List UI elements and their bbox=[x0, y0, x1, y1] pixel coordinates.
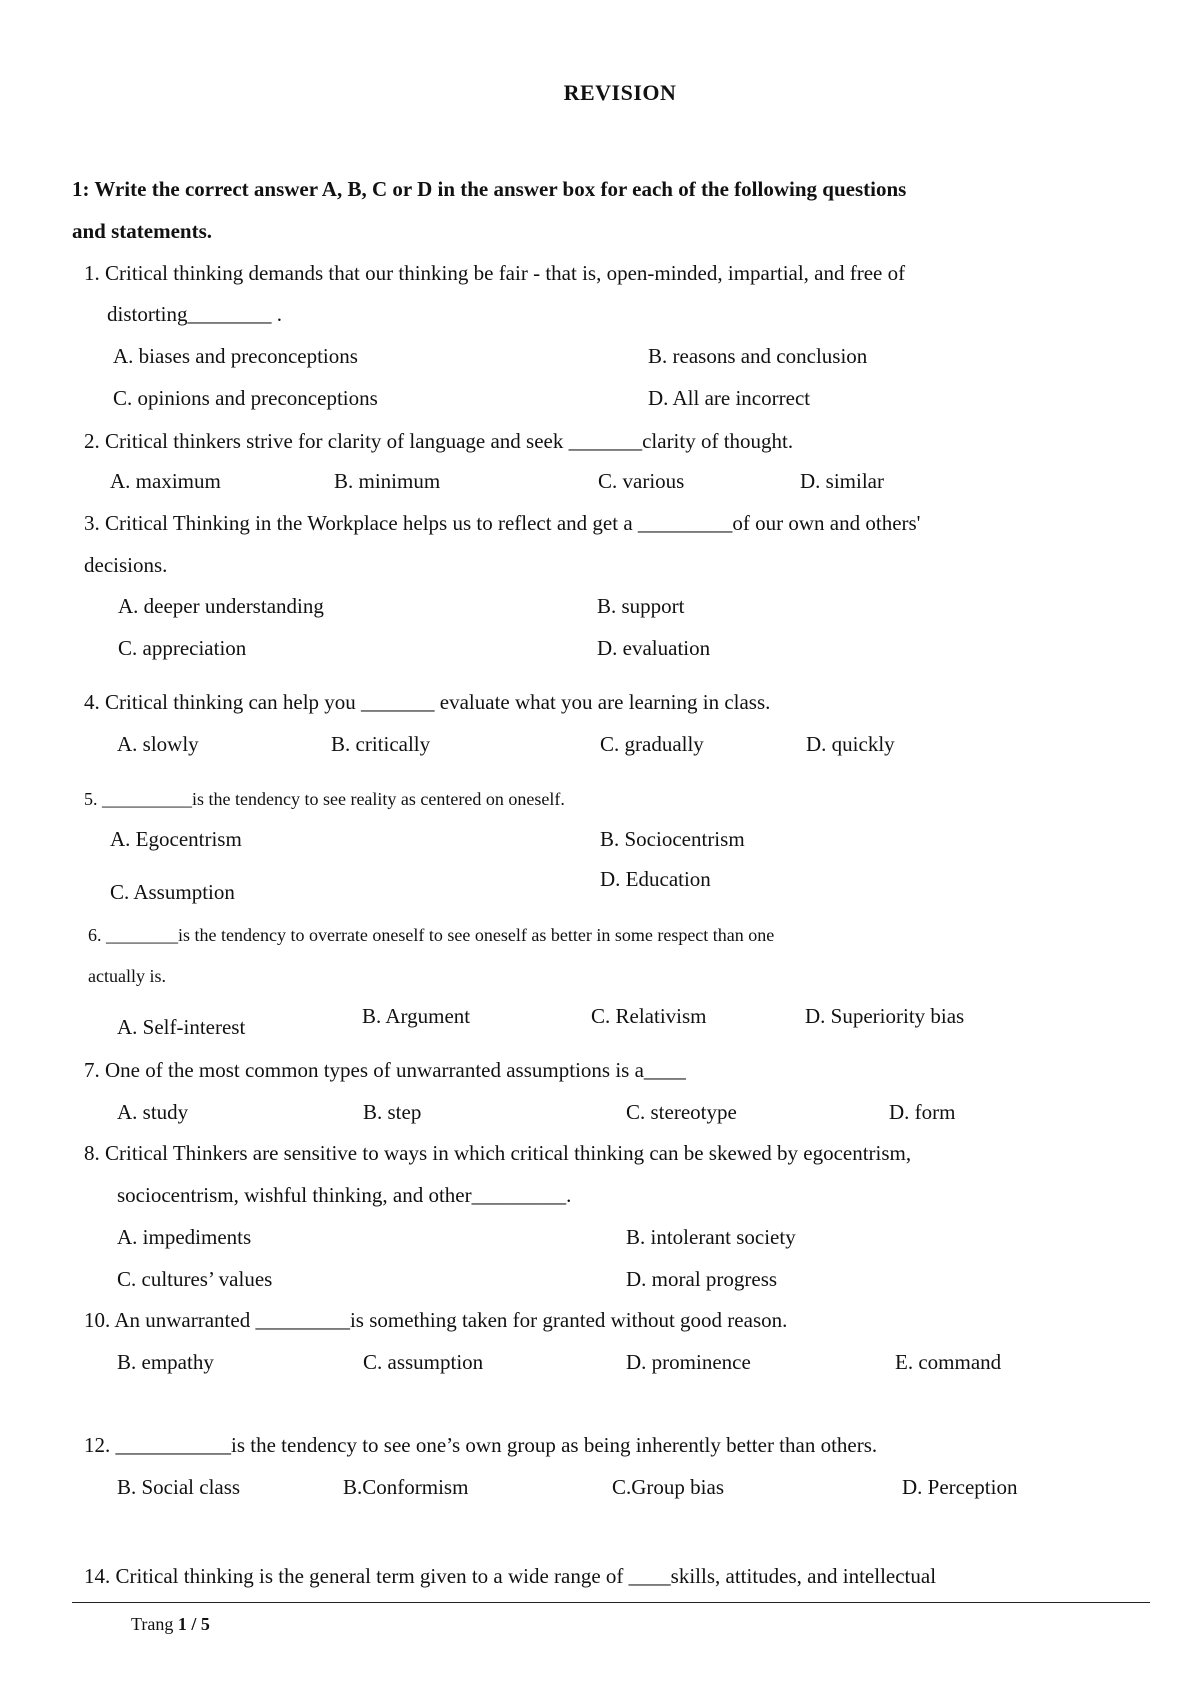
footer-divider bbox=[72, 1602, 1150, 1603]
question-2-option-b: B. minimum bbox=[334, 469, 441, 493]
question-10-text: 10. An unwarranted _________is something taken for granted without good reason. bbox=[84, 1308, 788, 1332]
question-5-option-d: D. Education bbox=[600, 867, 711, 891]
question-3-text: 3. Critical Thinking in the Workplace helps us to reflect and get a _________of our own and others' bbox=[84, 511, 921, 535]
question-10-option-2: C. assumption bbox=[363, 1350, 484, 1374]
question-4-option-b: B. critically bbox=[331, 732, 431, 756]
question-5-option-c: C. Assumption bbox=[110, 880, 235, 904]
question-8-text: 8. Critical Thinkers are sensitive to ways in which critical thinking can be skewed by egocentrism, bbox=[84, 1141, 912, 1165]
question-1-option-d: D. All are incorrect bbox=[648, 386, 811, 410]
footer-label: Trang bbox=[131, 1614, 174, 1634]
question-4-text: 4. Critical thinking can help you _______ evaluate what you are learning in class. bbox=[84, 690, 771, 714]
question-6-option-a: A. Self-interest bbox=[117, 1015, 246, 1039]
question-5-option-a: A. Egocentrism bbox=[110, 827, 242, 851]
question-3-option-c: C. appreciation bbox=[118, 636, 247, 660]
question-12-option-1: B. Social class bbox=[117, 1475, 241, 1499]
question-6-option-c: C. Relativism bbox=[591, 1004, 707, 1028]
question-3-option-b: B. support bbox=[597, 594, 685, 618]
question-1-text: 1. Critical thinking demands that our thinking be fair - that is, open-minded, impartial, and free of bbox=[84, 261, 906, 285]
question-8-option-a: A. impediments bbox=[117, 1225, 252, 1249]
question-12-option-2: B.Conformism bbox=[343, 1475, 469, 1499]
question-5-text: 5. __________is the tendency to see reality as centered on oneself. bbox=[84, 789, 565, 809]
question-2-text: 2. Critical thinkers strive for clarity of language and seek _______clarity of thought. bbox=[84, 429, 794, 453]
question-5-option-b: B. Sociocentrism bbox=[600, 827, 745, 851]
question-12-option-4: D. Perception bbox=[902, 1475, 1018, 1499]
question-8-option-b: B. intolerant society bbox=[626, 1225, 796, 1249]
question-4-option-c: C. gradually bbox=[600, 732, 704, 756]
question-1-option-b: B. reasons and conclusion bbox=[648, 344, 868, 368]
question-1-option-c: C. opinions and preconceptions bbox=[113, 386, 378, 410]
instruction-line-2: and statements. bbox=[72, 219, 212, 243]
question-6-text-cont: actually is. bbox=[88, 966, 166, 986]
page-footer bbox=[131, 1611, 210, 1637]
question-4-option-d: D. quickly bbox=[806, 732, 895, 756]
question-8-option-d: D. moral progress bbox=[626, 1267, 778, 1291]
question-10-option-1: B. empathy bbox=[117, 1350, 214, 1374]
question-14-text: 14. Critical thinking is the general term given to a wide range of ____skills, attitudes, and intellectual bbox=[84, 1564, 937, 1588]
page-title: REVISION bbox=[563, 80, 677, 105]
question-6-option-d: D. Superiority bias bbox=[805, 1004, 965, 1028]
question-1-option-a: A. biases and preconceptions bbox=[113, 344, 358, 368]
question-3-text-cont: decisions. bbox=[84, 553, 168, 577]
question-12-text: 12. ___________is the tendency to see one’s own group as being inherently better than others. bbox=[84, 1433, 878, 1457]
question-6-option-b: B. Argument bbox=[362, 1004, 471, 1028]
question-12-option-3: C.Group bias bbox=[612, 1475, 724, 1499]
question-2-option-c: C. various bbox=[598, 469, 685, 493]
question-6-text: 6. ________is the tendency to overrate oneself to see oneself as better in some respect than one bbox=[88, 925, 775, 945]
question-10-option-3: D. prominence bbox=[626, 1350, 751, 1374]
page-number: 1 / 5 bbox=[177, 1614, 210, 1634]
question-7-option-b: B. step bbox=[363, 1100, 422, 1124]
question-7-option-c: C. stereotype bbox=[626, 1100, 737, 1124]
question-7-option-a: A. study bbox=[117, 1100, 189, 1124]
question-10-option-4: E. command bbox=[895, 1350, 1002, 1374]
question-7-option-d: D. form bbox=[889, 1100, 956, 1124]
question-3-option-a: A. deeper understanding bbox=[118, 594, 324, 618]
question-1-text-cont: distorting________ . bbox=[107, 302, 283, 326]
question-2-option-d: D. similar bbox=[800, 469, 884, 493]
question-4-option-a: A. slowly bbox=[117, 732, 199, 756]
question-2-option-a: A. maximum bbox=[110, 469, 221, 493]
question-8-text-cont: sociocentrism, wishful thinking, and other_________. bbox=[117, 1183, 572, 1207]
question-7-text: 7. One of the most common types of unwarranted assumptions is a____ bbox=[84, 1058, 686, 1082]
instruction-line-1: 1: Write the correct answer A, B, C or D in the answer box for each of the following questions bbox=[72, 177, 907, 201]
question-8-option-c: C. cultures’ values bbox=[117, 1267, 273, 1291]
question-3-option-d: D. evaluation bbox=[597, 636, 711, 660]
